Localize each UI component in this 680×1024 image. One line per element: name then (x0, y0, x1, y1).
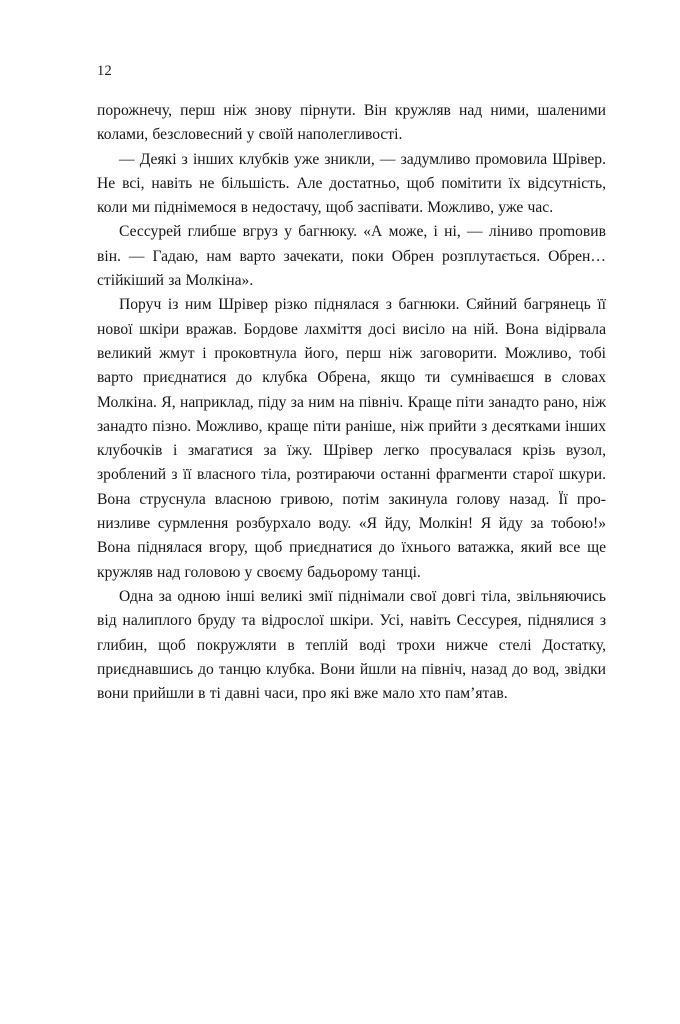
body-text-block (97, 99, 606, 706)
paragraph: порожнечу, перш ніж знову пірнути. Він кружляв над ними, шаленими колами, безсловесний у своїй наполегливості. (97, 102, 606, 144)
paragraph: Одна за одною інші великі змії піднімали свої довгі тіла, звільняючись від налиплого бруду та відрослої шкіри. Усі, навіть Сессурея, піднялися з глибин, щоб покружляти в теплій воді трохи нижче стелі Достатку, приєднавшись до танцю клубка. Вони йшли на північ, назад до вод, звідки вони прийшли в ті давні часи, про які вже мало хто пам’ятав. (97, 587, 606, 703)
paragraph: Поруч із ним Шрівер різко піднялася з багнюки. Сяйний багрянець її нової шкіри вражав. Бордове лахміття досі висіло на ній. Вона відірвала великий жмут і проковтнула його, перш ніж заговорити. Можливо, тобі варто приєднатися до клубка Обрена, якщо ти сумніваєшся в словах Молкіна. Я, наприклад, піду за ним на північ. Краще піти занадто рано, ніж занадто пізно. Можливо, краще піти раніше, ніж прийти з десятками інших клубочків і змагатися за їжу. Шрівер легко просувалася крізь вузол, зроблений з її власного тіла, розтираючи останні фрагменти старої шкури. Вона струснула власною гривою, потім закинула голову назад. Її пронизливе сурмлення розбурхало воду. «Я йду, Молкін! Я йду за тобою!» Вона піднялася вгору, щоб приєднатися до їхнього ватажка, який все ще кружляв над головою у своєму бадьорому танці. (97, 296, 606, 581)
paragraph: Сессурей глибше вгруз у багнюку. «А може, і ні, — ліниво проmовив він. — Гадаю, нам варто зачекати, поки Обрен розплутається. Обрен… стійкіший за Молкіна». (97, 223, 606, 290)
paragraph: — Деякі з інших клубків уже зникли, — задумливо промовила Шрівер. Не всі, навіть не більшість. Але достатньо, щоб помітити їх відсутність, коли ми піднімемося в недостачу, щоб заспівати. Можливо, уже час. (97, 150, 606, 217)
page-number: 12 (97, 63, 112, 79)
